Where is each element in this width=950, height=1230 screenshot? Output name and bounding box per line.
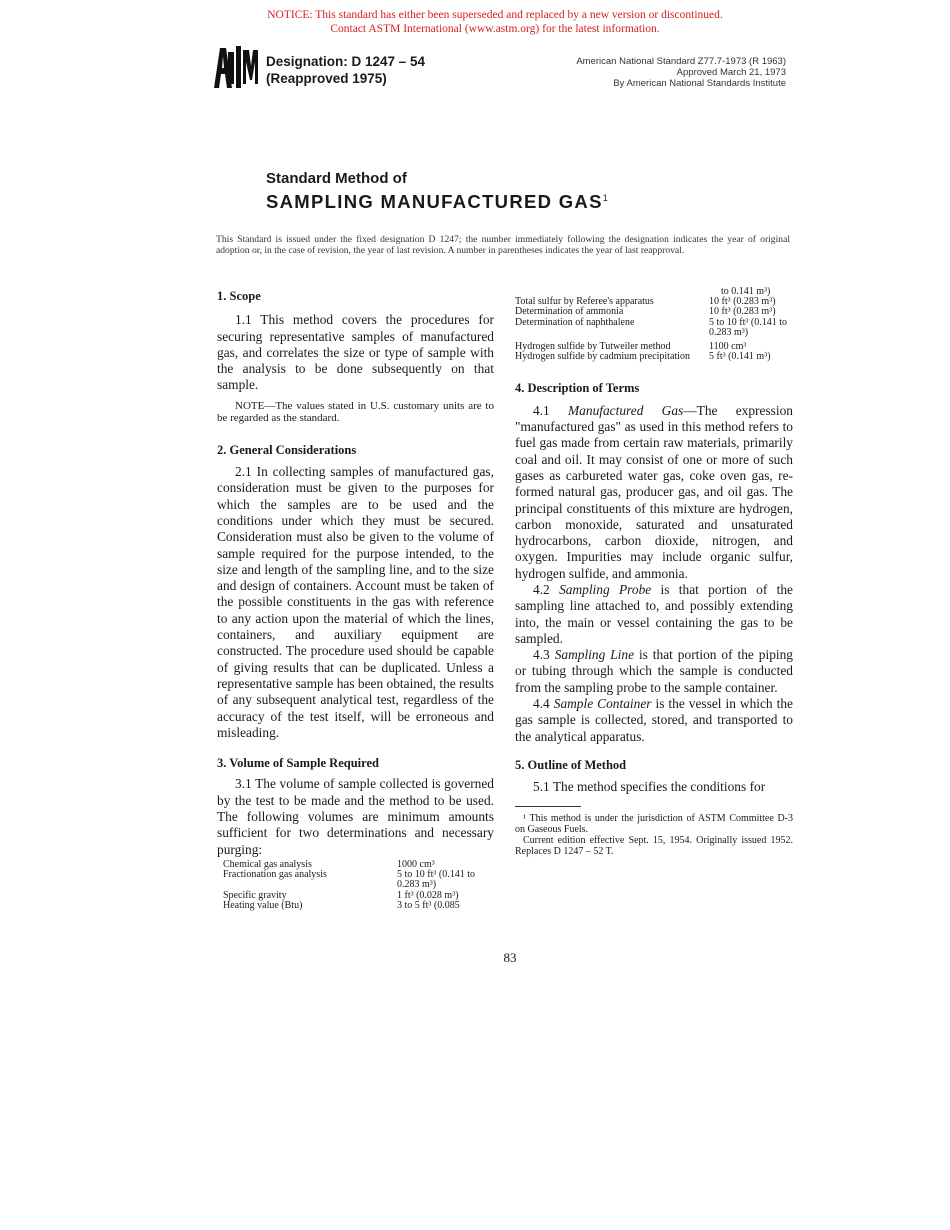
table-row	[515, 318, 793, 338]
ans-line-2: Approved March 21, 1973	[676, 67, 786, 78]
table-value: 1000 cm³	[397, 858, 435, 870]
section-4-4	[515, 696, 793, 745]
table-value: 3 to 5 ft³ (0.085	[397, 899, 460, 911]
notice-line-1: NOTICE: This standard has either been superseded and replaced by a new version or discontinued.	[267, 9, 723, 21]
section-5-1: 5.1 The method specifies the conditions for	[533, 779, 766, 795]
table-label: Heating value (Btu)	[223, 899, 303, 911]
ans-line-1: American National Standard Z77.7-1973 (R 1963)	[576, 56, 786, 67]
right-column	[515, 287, 793, 857]
section-3-1: 3.1 The volume of sample collected is governed by the test to be made and the method to be used. The following volumes are minimum amounts sufficient for two determinations and necessary purging:	[217, 776, 494, 857]
section-4-4-term: Sample Container	[553, 696, 652, 712]
issue-statement: This Standard is issued under the fixed designation D 1247; the number immediately following the designation indicates the year of original adoption or, in the case of revision, the year of last revision. A number in parentheses indicates the year of last reapproval.	[216, 234, 790, 256]
ans-line-3: By American National Standards Institute	[613, 78, 786, 89]
table-value: 1100 cm³	[709, 341, 747, 353]
table-row	[223, 901, 477, 911]
table-value: 1 ft³ (0.028 m³)	[397, 889, 459, 901]
footnote-1: ¹ This method is under the jurisdiction of ASTM Committee D-3 on Gaseous Fuels.	[515, 812, 793, 835]
section-3-heading: 3. Volume of Sample Required	[217, 756, 379, 771]
table-value: 5 to 10 ft³ (0.141 to 0.283 m³)	[397, 869, 475, 891]
section-4-2-number: 4.2	[533, 581, 550, 597]
table-label: Specific gravity	[223, 889, 287, 901]
footnotes	[515, 806, 793, 857]
section-4-3	[515, 647, 793, 696]
title-line-1: Standard Method of	[266, 170, 407, 187]
section-1-1: 1.1 This method covers the procedures for securing representative samples of manufactured gas, and correlates the size or type of sample with the analysis to be done subsequently on that sample.	[217, 312, 494, 393]
footnote-2: Current edition effective Sept. 15, 1954. Originally issued 1952. Replaces D 1247 – 52 T.	[515, 834, 793, 857]
section-4-2-term: Sampling Probe	[559, 581, 652, 597]
section-1-note: NOTE—The values stated in U.S. customary units are to be regarded as the standard.	[217, 399, 494, 425]
section-2-1: 2.1 In collecting samples of manufactured gas, consideration must be given to the purposes for which the samples are to be used and the conditions under which they must be secured. Consideration must also be given to the volume of sample required for the purpose intended, to the size and length of the sampling line, and to the size and design of containers. Account must be taken of the possible constituents in the gas with reference to any action upon the material of which the lines, containers, and auxiliary equipment are constructed. The procedure used should be capable of giving results that can be duplicated. Unless a representative sample has been obtained, the results of any subsequent analytical test, regardless of the accuracy of the test itself, will be erroneous and misleading.	[217, 464, 495, 740]
table-row	[223, 870, 477, 890]
astm-logo	[212, 44, 258, 90]
table-row	[515, 352, 793, 362]
footnote-rule	[515, 806, 581, 807]
section-4-2-text: is that portion of the sampling line attached to, and possibly extending into, the main or vessel containing the gas to be sampled.	[515, 581, 793, 646]
section-4-4-text: is the vessel in which the gas sample is collected, stored, and transported to the analytical apparatus.	[515, 696, 793, 744]
section-4-3-text: is that portion of the piping or tubing through which the sample is conducted from the sampling probe to the sample container.	[515, 647, 793, 695]
table-label: Hydrogen sulfide by cadmium precipitation	[515, 351, 690, 363]
section-5-heading: 5. Outline of Method	[515, 757, 627, 772]
table-row	[515, 338, 793, 352]
volume-table-left	[223, 860, 477, 911]
section-2-heading: 2. General Considerations	[217, 442, 357, 457]
title-line-2: SAMPLING MANUFACTURED GAS	[266, 191, 603, 212]
table-value: 5 to 10 ft³ (0.141 to 0.283 m³)	[709, 316, 787, 338]
section-4-1-text: —The expression "manufactured gas" as used in this method refers to fuel gas made from certain raw materials, primarily coal and oil. It may consist of one or more of such gases as carbureted water gas, coke oven gas, re-formed natural gas, producer gas, and oil gas. The principal constituents of this mixture are hydrogen, carbon monoxide, saturated and unsaturated hydrocarbons, carbon dioxide, nitrogen, and oxygen. Impurities may include organic sulfur, hydrogen sulfide, and ammonia.	[515, 402, 793, 581]
table-value: 10 ft³ (0.283 m³)	[709, 296, 776, 308]
designation-block	[266, 53, 425, 87]
table-label: Chemical gas analysis	[223, 858, 312, 870]
section-4-heading: 4. Description of Terms	[515, 381, 640, 396]
notice-line-2: Contact ASTM International (www.astm.org) for the latest information.	[330, 23, 660, 35]
section-4-1-term: Manufactured Gas	[568, 402, 684, 418]
table-label: Fractionation gas analysis	[223, 869, 327, 881]
section-4-3-term: Sampling Line	[554, 647, 635, 663]
title-footnote-mark: 1	[602, 192, 608, 203]
designation: Designation: D 1247 – 54	[266, 54, 426, 69]
section-4-2	[515, 582, 793, 647]
reapproved: (Reapproved 1975)	[266, 71, 387, 86]
section-4-1-number: 4.1	[533, 402, 550, 418]
table-label: Determination of naphthalene	[515, 316, 635, 328]
section-1-heading: 1. Scope	[217, 289, 261, 303]
section-4-4-number: 4.4	[533, 696, 550, 712]
volume-table-right	[515, 297, 793, 362]
table-continuation: to 0.141 m³)	[721, 286, 771, 297]
table-label: Hydrogen sulfide by Tutweiler method	[515, 341, 671, 353]
left-column	[217, 282, 494, 911]
section-4-1	[515, 403, 793, 582]
table-value: 5 ft³ (0.141 m³)	[709, 351, 771, 363]
table-label: Determination of ammonia	[515, 306, 624, 318]
table-value: 10 ft³ (0.283 m³)	[709, 306, 776, 318]
notice-banner	[0, 8, 950, 36]
ans-block	[576, 56, 786, 89]
document-title	[266, 191, 608, 213]
table-label: Total sulfur by Referee's apparatus	[515, 296, 654, 308]
page-number: 83	[503, 950, 517, 965]
section-4-3-number: 4.3	[533, 647, 550, 663]
